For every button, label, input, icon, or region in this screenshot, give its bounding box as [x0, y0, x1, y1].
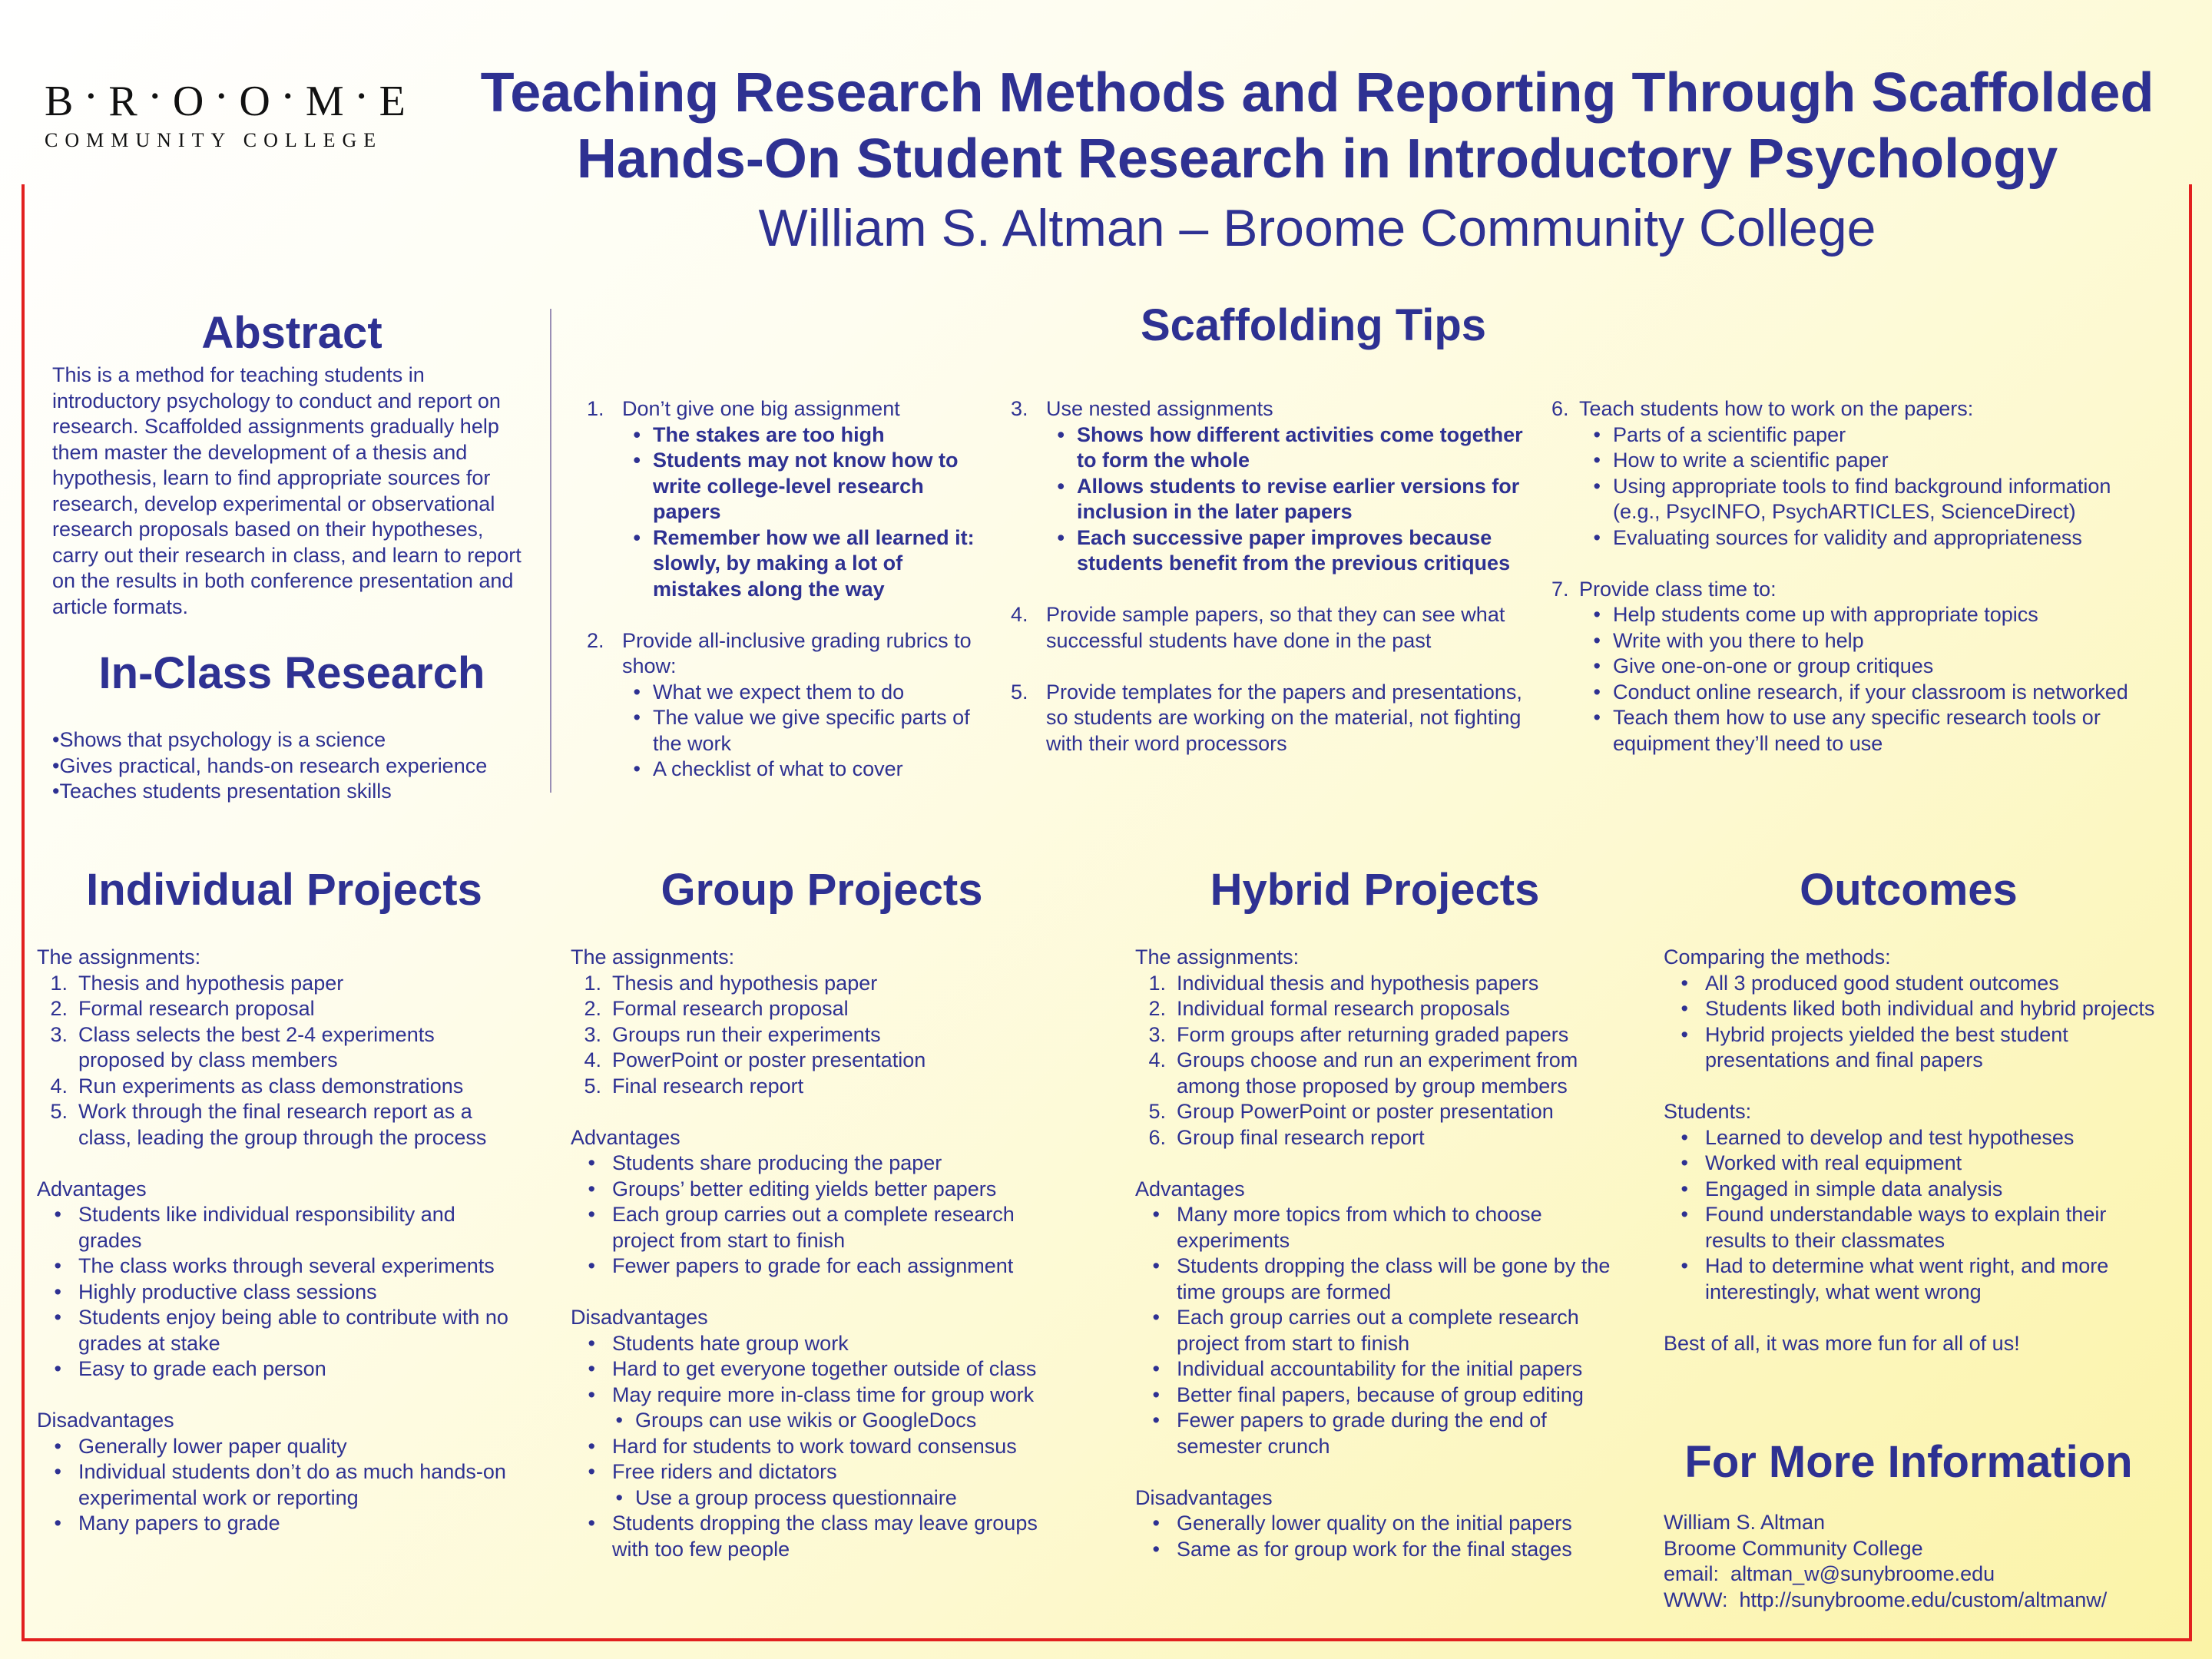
list-item: • Fewer papers to grade during the end of semester crunch: [1152, 1409, 1547, 1458]
group-heading: Group Projects: [661, 865, 983, 915]
list-item: 2. Formal research proposal: [50, 997, 315, 1020]
list-item: • The stakes are too high: [633, 422, 885, 446]
list-item: • Worked with real equipment: [1681, 1151, 1962, 1174]
list-item: •Gives practical, hands-on research experience: [52, 753, 488, 777]
list-item: • Students may not know how to write college-level research papers: [633, 449, 959, 523]
tip-4: 4. Provide sample papers, so that they can see what successful students have done in the past: [1011, 603, 1505, 652]
tip-5: 5. Provide templates for the papers and presentations, so students are working on the material, not fighting with their word processors: [1011, 680, 1522, 755]
list-item: • How to write a scientific paper: [1593, 449, 1889, 472]
list-item: • Better final papers, because of group editing: [1152, 1382, 1584, 1406]
list-item: • Each group carries out a complete research project from start to finish: [1152, 1306, 1579, 1355]
list-item: • Help students come up with appropriate topics: [1593, 603, 2038, 626]
scaffolding-col-2: [1011, 396, 1533, 757]
tip-2: 2. Provide all-inclusive grading rubrics to show:: [587, 628, 972, 677]
scaffolding-col-3: [1551, 396, 2181, 757]
list-item: • Groups’ better editing yields better papers: [588, 1177, 997, 1200]
list-item: • Students dropping the class will be gone by the time groups are formed: [1152, 1254, 1611, 1303]
list-item: • Give one-on-one or group critiques: [1593, 654, 1934, 677]
contact-email: email: altman_w@sunybroome.edu: [1664, 1562, 1995, 1585]
tip-7: 7. Provide class time to:: [1551, 577, 1777, 601]
list-item: • Many more topics from which to choose experiments: [1152, 1203, 1542, 1252]
list-item: • Highly productive class sessions: [54, 1280, 377, 1303]
list-item: 1. Individual thesis and hypothesis papers: [1148, 971, 1539, 995]
author-line: William S. Altman – Broome Community College: [758, 199, 1876, 257]
list-item: • Remember how we all learned it: slowly, by making a lot of mistakes along the way: [633, 525, 975, 601]
outcomes-content: Comparing the methods: • All 3 produced good student outcomes • Students liked both individual and hybrid projects • Hybrid projects yielded the best student presentations and final papers Students: • Learned to develop and test hypotheses • Worked with real equipment • Engaged in simple data analysis • Found understandable ways to explain their results to their classmates • Had to determine what went right, and more interestingly, what went wrong Best of all, it was more fun for all of us!: [1664, 945, 2163, 1356]
list-item: • Free riders and dictators: [588, 1460, 837, 1483]
list-item: •Teaches students presentation skills: [52, 780, 392, 803]
individual-content: The assignments: 1. Thesis and hypothesis paper 2. Formal research proposal 3. Class selects the best 2-4 experiments proposed by class members 4. Run experiments as class demonstrations 5. Work through the final research report as a class, leading the group through the process Advantages • Students like individual responsibility and grades • The class works through several experiments • Highly productive class sessions • Students enjoy being able to contribute with no grades at stake • Easy to grade each person Disadvantages • Generally lower paper quality • Individual students don’t do as much hands-on experimental work or reporting • Many papers to grade: [37, 945, 521, 1537]
list-item: • Students share producing the paper: [588, 1151, 942, 1174]
abstract-text: This is a method for teaching students in introductory psychology to conduct and report on research. Scaffolded assignments gradually help them master the development of a thesis and hypothesis, learn to find appropriate sources for research, develop experimental or observational research proposals based on their hypotheses, carry out their research in class, and learn to report on the results in both conference presentation and article formats.: [52, 363, 522, 618]
list-item: • Using appropriate tools to find background information (e.g., PsycINFO, PsychARTICLES, ScienceDirect): [1593, 474, 2111, 523]
poster-title: [445, 60, 2189, 263]
tip-3: 3. Use nested assignments: [1011, 397, 1273, 420]
list-item: • Allows students to revise earlier versions for inclusion in the later papers: [1057, 474, 1520, 523]
title-line-2: Hands-On Student Research in Introductory Psychology: [576, 128, 2058, 190]
list-item: • Evaluating sources for validity and appropriateness: [1593, 525, 2082, 549]
list-item: 2. Individual formal research proposals: [1148, 997, 1510, 1020]
list-item: • Individual accountability for the initial papers: [1152, 1357, 1583, 1380]
list-item: • Learned to develop and test hypotheses: [1681, 1125, 2075, 1149]
list-item: • Teach them how to use any specific research tools or equipment they’ll need to use: [1593, 706, 2101, 755]
tip-1: 1. Don’t give one big assignment: [587, 397, 900, 420]
list-item: • The class works through several experiments: [54, 1254, 495, 1277]
list-item: • Fewer papers to grade for each assignment: [588, 1254, 1014, 1277]
list-item: 6. Group final research report: [1148, 1125, 1425, 1149]
more-info-heading: For More Information: [1684, 1437, 2133, 1487]
list-item: 1. Thesis and hypothesis paper: [50, 971, 344, 995]
more-info-content: [1664, 1510, 2171, 1613]
list-item: 3. Class selects the best 2-4 experiments proposed by class members: [50, 1022, 435, 1071]
column-divider: [550, 309, 551, 793]
contact-name: William S. Altman: [1664, 1511, 1826, 1534]
list-item: • Students liked both individual and hybrid projects: [1681, 997, 2155, 1020]
list-item: 3. Groups run their experiments: [584, 1022, 881, 1046]
list-item: • Students dropping the class may leave groups with too few people: [588, 1512, 1038, 1561]
list-item: • Had to determine what went right, and more interestingly, what went wrong: [1681, 1254, 2109, 1303]
scaffolding-col-1: [587, 396, 986, 783]
group-content: The assignments: 1. Thesis and hypothesis paper 2. Formal research proposal 3. Groups run their experiments 4. PowerPoint or poster presentation 5. Final research report Advantages • Students share producing the paper • Groups’ better editing yields better papers • Each group carries out a complete research project from start to finish • Fewer papers to grade for each assignment Disadvantages • Students hate group work • Hard to get everyone together outside of class • May require more in-class time for group work • Groups can use wikis or GoogleDocs • Hard for students to work toward consensus • Free riders and dictators • Use a group process questionnaire • Students dropping the class may leave groups with too few people: [571, 945, 1078, 1562]
list-item: • A checklist of what to cover: [633, 757, 903, 780]
list-item: 2. Formal research proposal: [584, 997, 849, 1020]
outcomes-heading: Outcomes: [1800, 865, 2018, 915]
contact-www: WWW: http://sunybroome.edu/custom/altmanw/: [1664, 1588, 2108, 1611]
list-item: • Same as for group work for the final stages: [1152, 1537, 1572, 1561]
list-item: 4. Run experiments as class demonstrations: [50, 1074, 464, 1098]
abstract-heading: Abstract: [201, 308, 382, 358]
contact-college: Broome Community College: [1664, 1536, 1923, 1560]
list-item: 1. Thesis and hypothesis paper: [584, 971, 878, 995]
list-item: • Hard for students to work toward consensus: [588, 1434, 1017, 1458]
scaffolding-heading: Scaffolding Tips: [1140, 300, 1487, 350]
outcomes-best: Best of all, it was more fun for all of us!: [1664, 1331, 2020, 1355]
individual-heading: Individual Projects: [86, 865, 482, 915]
list-item: • Students like individual responsibility and grades: [54, 1203, 455, 1252]
list-item: • Generally lower quality on the initial papers: [1152, 1512, 1572, 1535]
list-item: 5. Final research report: [584, 1074, 804, 1098]
list-item: • Conduct online research, if your classroom is networked: [1593, 680, 2128, 704]
title-line-1: Teaching Research Methods and Reporting Through Scaffolded: [480, 62, 2154, 124]
list-item: 5. Work through the final research report as a class, leading the group through the process: [50, 1100, 487, 1149]
list-item: 4. PowerPoint or poster presentation: [584, 1048, 926, 1071]
list-item: • Individual students don’t do as much hands-on experimental work or reporting: [54, 1460, 506, 1509]
list-item: 5. Group PowerPoint or poster presentation: [1148, 1100, 1554, 1123]
tip-6: 6. Teach students how to work on the papers:: [1551, 397, 1974, 420]
list-item: • May require more in-class time for group work: [588, 1382, 1035, 1406]
hybrid-heading: Hybrid Projects: [1210, 865, 1540, 915]
in-class-list: [52, 727, 544, 805]
www-link[interactable]: http://sunybroome.edu/custom/altmanw/: [1739, 1588, 2108, 1611]
logo-subtitle: COMMUNITY COLLEGE: [45, 129, 383, 151]
logo-wordmark: B • R • O • O • M • E: [45, 78, 406, 125]
list-item: • Many papers to grade: [54, 1512, 280, 1535]
hybrid-content: The assignments: 1. Individual thesis and hypothesis papers 2. Individual formal research proposals 3. Form groups after returning graded papers 4. Groups choose and run an experiment from among those proposed by group members 5. Group PowerPoint or poster presentation 6. Group final research report Advantages • Many more topics from which to choose experiments • Students dropping the class will be gone by the time groups are formed • Each group carries out a complete research project from start to finish • Individual accountability for the initial papers • Better final papers, because of group editing • Fewer papers to grade during the end of semester crunch Disadvantages • Generally lower quality on the initial papers • Same as for group work for the final stages: [1135, 945, 1619, 1562]
list-item: • Students enjoy being able to contribute with no grades at stake: [54, 1306, 508, 1355]
list-item: • Generally lower paper quality: [54, 1434, 347, 1458]
in-class-heading: In-Class Research: [98, 648, 485, 698]
list-item: • Use a group process questionnaire: [615, 1485, 957, 1509]
list-item: • Each group carries out a complete research project from start to finish: [588, 1203, 1015, 1252]
list-item: • Engaged in simple data analysis: [1681, 1177, 2003, 1200]
list-item: 3. Form groups after returning graded papers: [1148, 1022, 1569, 1046]
email-link[interactable]: altman_w@sunybroome.edu: [1730, 1562, 1995, 1585]
list-item: • Groups can use wikis or GoogleDocs: [615, 1409, 977, 1432]
list-item: • The value we give specific parts of the work: [633, 706, 970, 755]
list-item: • What we expect them to do: [633, 680, 905, 704]
list-item: • Shows how different activities come together to form the whole: [1057, 422, 1523, 472]
list-item: • All 3 produced good student outcomes: [1681, 971, 2059, 995]
list-item: •Shows that psychology is a science: [52, 728, 386, 751]
list-item: 4. Groups choose and run an experiment from among those proposed by group members: [1148, 1048, 1578, 1098]
college-logo: [45, 77, 406, 152]
list-item: • Students hate group work: [588, 1331, 849, 1355]
list-item: • Write with you there to help: [1593, 628, 1864, 652]
list-item: • Found understandable ways to explain their results to their classmates: [1681, 1203, 2107, 1252]
list-item: • Easy to grade each person: [54, 1357, 326, 1380]
list-item: • Hard to get everyone together outside of class: [588, 1357, 1037, 1380]
list-item: • Each successive paper improves because students benefit from the previous critiques: [1057, 525, 1511, 575]
list-item: • Hybrid projects yielded the best student presentations and final papers: [1681, 1022, 2068, 1071]
list-item: • Parts of a scientific paper: [1593, 422, 1846, 446]
